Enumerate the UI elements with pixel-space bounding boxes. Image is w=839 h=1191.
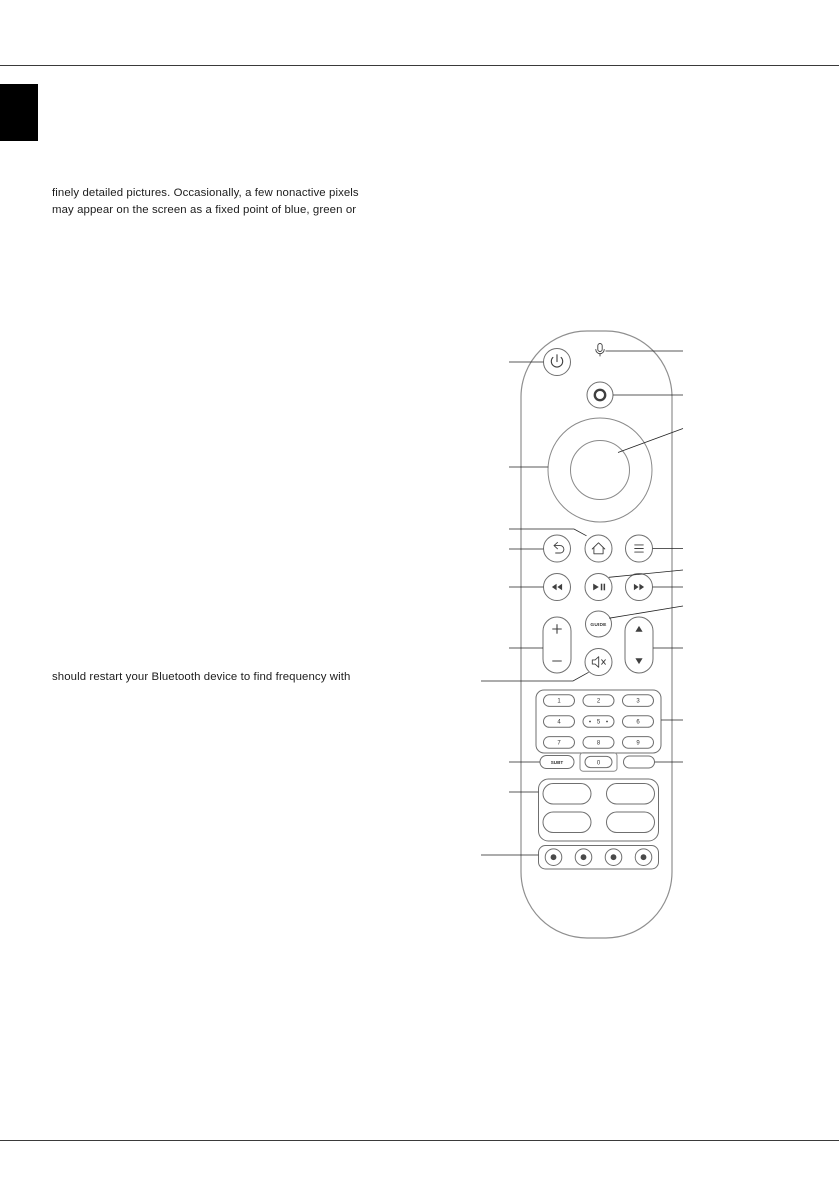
power-icon <box>551 355 562 367</box>
color-dot-buttons <box>539 846 659 870</box>
ring-button <box>587 382 613 408</box>
svg-text:0: 0 <box>596 760 601 767</box>
callout-dpad-select <box>618 429 683 453</box>
app-button-3 <box>543 812 591 833</box>
volume-rocker <box>543 617 571 673</box>
svg-text:3: 3 <box>636 698 640 705</box>
svg-text:5: 5 <box>596 719 601 726</box>
remote-body <box>521 331 672 938</box>
svg-text:6: 6 <box>636 719 640 726</box>
color-button-1 <box>545 849 562 866</box>
app-button-4 <box>607 812 655 833</box>
digit-0-button <box>580 753 617 771</box>
digit-4-button <box>544 716 575 728</box>
pixel-paragraph-line-1: finely detailed pictures. Occasionally, a few nonactive pixels <box>52 187 359 199</box>
color-button-4 <box>635 849 652 866</box>
blank-function-button <box>624 756 655 768</box>
app-button-1 <box>543 784 591 805</box>
digit-1-button <box>544 695 575 707</box>
callout-mute <box>481 672 589 681</box>
color-button-2 <box>575 849 592 866</box>
number-pad <box>536 690 661 753</box>
header-rule <box>0 65 839 66</box>
channel-up-icon <box>635 626 642 632</box>
menu-button <box>626 535 653 562</box>
power-button <box>544 349 571 376</box>
bluetooth-paragraph: should restart your Bluetooth device to find frequency with <box>52 671 351 683</box>
guide-button <box>586 611 612 637</box>
svg-text:8: 8 <box>596 740 601 747</box>
chapter-tab <box>0 84 38 141</box>
footer-rule <box>0 1140 839 1141</box>
remote-control-diagram <box>475 325 690 945</box>
svg-text:7: 7 <box>557 740 561 747</box>
digit-9-button <box>623 737 654 749</box>
channel-rocker <box>625 617 653 673</box>
home-button <box>585 535 612 562</box>
pixel-paragraph-line-2: may appear on the screen as a fixed point of blue, green or <box>52 204 357 216</box>
digit-5-button <box>583 716 614 728</box>
menu-icon <box>635 545 644 552</box>
svg-text:1: 1 <box>557 698 561 705</box>
svg-text:9: 9 <box>636 740 640 747</box>
digit-2-button <box>583 695 614 707</box>
rewind-icon <box>552 584 562 590</box>
rewind-button <box>544 574 571 601</box>
digit-8-button <box>583 737 614 749</box>
home-icon <box>592 543 605 554</box>
ring-button-icon <box>595 390 605 400</box>
color-button-3 <box>605 849 622 866</box>
fast-forward-icon <box>634 584 644 590</box>
digit-6-button <box>623 716 654 728</box>
app-buttons-frame <box>539 779 659 841</box>
dpad-ring <box>548 418 652 522</box>
svg-text:2: 2 <box>596 698 601 705</box>
mute-icon <box>592 657 605 668</box>
digit-3-button <box>623 695 654 707</box>
fast-forward-button <box>626 574 653 601</box>
back-button <box>544 535 571 562</box>
play-pause-icon <box>593 584 605 591</box>
digit-7-button <box>544 737 575 749</box>
back-icon <box>554 542 564 553</box>
mute-button <box>585 649 612 676</box>
microphone-icon <box>596 344 604 357</box>
app-button-2 <box>607 784 655 805</box>
dpad <box>548 418 652 522</box>
dpad-select <box>571 441 630 500</box>
play-pause-button <box>585 574 612 601</box>
pixel-paragraph <box>52 185 359 219</box>
volume-plus-icon <box>553 625 562 634</box>
channel-down-icon <box>635 658 642 664</box>
subtitle-button <box>540 756 574 769</box>
app-shortcut-buttons <box>539 779 659 841</box>
svg-text:4: 4 <box>557 719 561 726</box>
svg-text:SUBT: SUBT <box>550 760 564 765</box>
guide-label: GUIDE <box>590 622 607 628</box>
